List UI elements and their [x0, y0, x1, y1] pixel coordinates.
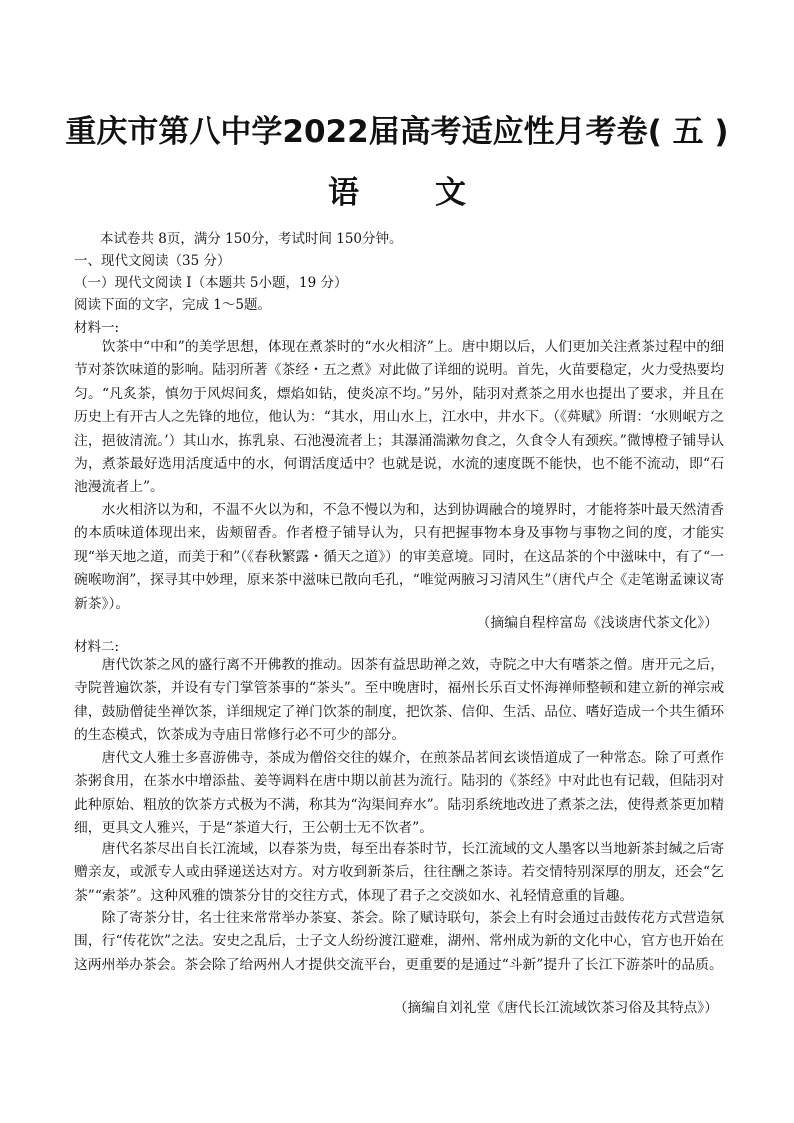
- source-citation: （摘编自刘礼堂《唐代长江流域饮茶习俗及其特点》）: [393, 1000, 718, 1016]
- exam-info: 本试卷共 8页，满分 150分，考试时间 150分钟。: [100, 231, 403, 247]
- exam-title: 重庆市第八中学2022届高考适应性月考卷( 五 ): [65, 114, 729, 150]
- paragraph: 饮茶中“中和”的美学思想，体现在煮茶时的“水火相济”上。唐中期以后，人们更加关注煮茶过程中的细节对茶饮味道的影响。陆羽所著《茶经・五之煮》对此做了详细的说明。首先，火苗要稳定，火力受热要均匀。“凡炙茶，慎勿于风烬间炙，熛焰如钻，使炎凉不均。”另外，陆羽对煮茶之用水也提出了要求，并且在历史上有开古人之先锋的地位，他认为：“其水，用山水上，江水中，井水下。（《荈赋》所谓：‘水则岷方之注，挹彼清流。’）其山水，拣乳泉、石池漫流者上；其瀑涌湍漱勿食之，久食令人有颈疾。”微博橙子铺导认为，煮茶最好选用活度适中的水，何谓活度适中？也就是说，水流的速度既不能快，也不能不流动，即“石池漫流者上”。: [74, 339, 724, 496]
- subject-title: 语文: [328, 175, 542, 211]
- paragraph: 唐代名茶尽出自长江流域，以春茶为贵，每至出春茶时节，长江流域的文人墨客以当地新茶封缄之后寄赠亲友，或派专人或由驿递送达对方。对方收到新茶后，往往酬之茶诗。若交情特别深厚的朋友，还会“乞茶”“索茶”。这种风雅的馈茶分甘的交往方式，体现了君子之交淡如水、礼轻情意重的旨趣。: [74, 841, 724, 904]
- reading-instruction: 阅读下面的文字，完成 1～5题。: [74, 297, 271, 313]
- paragraph: 唐代文人雅士多喜游佛寺，茶成为僧俗交往的媒介，在煎茶品茗间玄谈悟道成了一种常态。除了可煮作茶粥食用，在茶水中增添盐、姜等调料在唐中期以前甚为流行。陆羽的《茶经》中对此也有记载，但陆羽对此种原始、粗放的饮茶方式极为不满，称其为“沟渠间弃水”。陆羽系统地改进了煮茶之法，使得煮茶更加精细，更具文人雅兴，于是“茶道大行，王公朝士无不饮者”。: [74, 750, 724, 837]
- material-label: 材料二:: [74, 639, 120, 655]
- paragraph: 唐代饮茶之风的盛行离不开佛教的推动。因茶有益思助禅之效，寺院之中大有嗜茶之僧。唐开元之后，寺院普遍饮茶，并设有专门掌管茶事的“茶头”。至中晚唐时，福州长乐百丈怀海禅师整顿和建立新的禅宗戒律，鼓励僧徒坐禅饮茶，详细规定了禅门饮茶的制度，把饮茶、信仰、生活、品位、嗜好造成一个共生循环的生态模式，饮茶成为寺庙日常修行必不可少的部分。: [74, 657, 724, 744]
- section-heading: 一、现代文阅读（35 分）: [74, 253, 231, 269]
- paragraph: 水火相济以为和，不温不火以为和，不急不慢以为和，达到协调融合的境界时，才能将茶叶最天然清香的本质味道体现出来，齿颊留香。作者橙子铺导认为，只有把握事物本身及事物与事物之间的度，才能实现“举天地之道，而美于和”（《春秋繁露・循天之道》）的审美意境。同时，在这品茶的个中滋味中，有了“一碗喉吻润”，探寻其中妙理，原来茶中滋味已散向毛孔，“唯觉两腋习习清风生”（唐代卢仝《走笔谢孟谏议寄新茶》）。: [74, 502, 724, 612]
- material-label: 材料一:: [74, 320, 120, 336]
- source-citation: （摘编自程梓富岛《浅谈唐代茶文化》）: [476, 615, 718, 631]
- paragraph: 除了寄茶分甘，名士往来常常举办茶宴、茶会。除了赋诗联句，茶会上有时会通过击鼓传花方式营造氛围，行“传花饮”之法。安史之乱后，士子文人纷纷渡江避难，湖州、常州成为新的文化中心，官方也开始在这两州举办茶会。茶会除了给两州人才提供交流平台，更重要的是通过“斗新”提升了长江下游茶叶的品质。: [74, 910, 724, 973]
- subsection-heading: （一）现代文阅读 I（本题共 5小题，19 分）: [74, 275, 348, 291]
